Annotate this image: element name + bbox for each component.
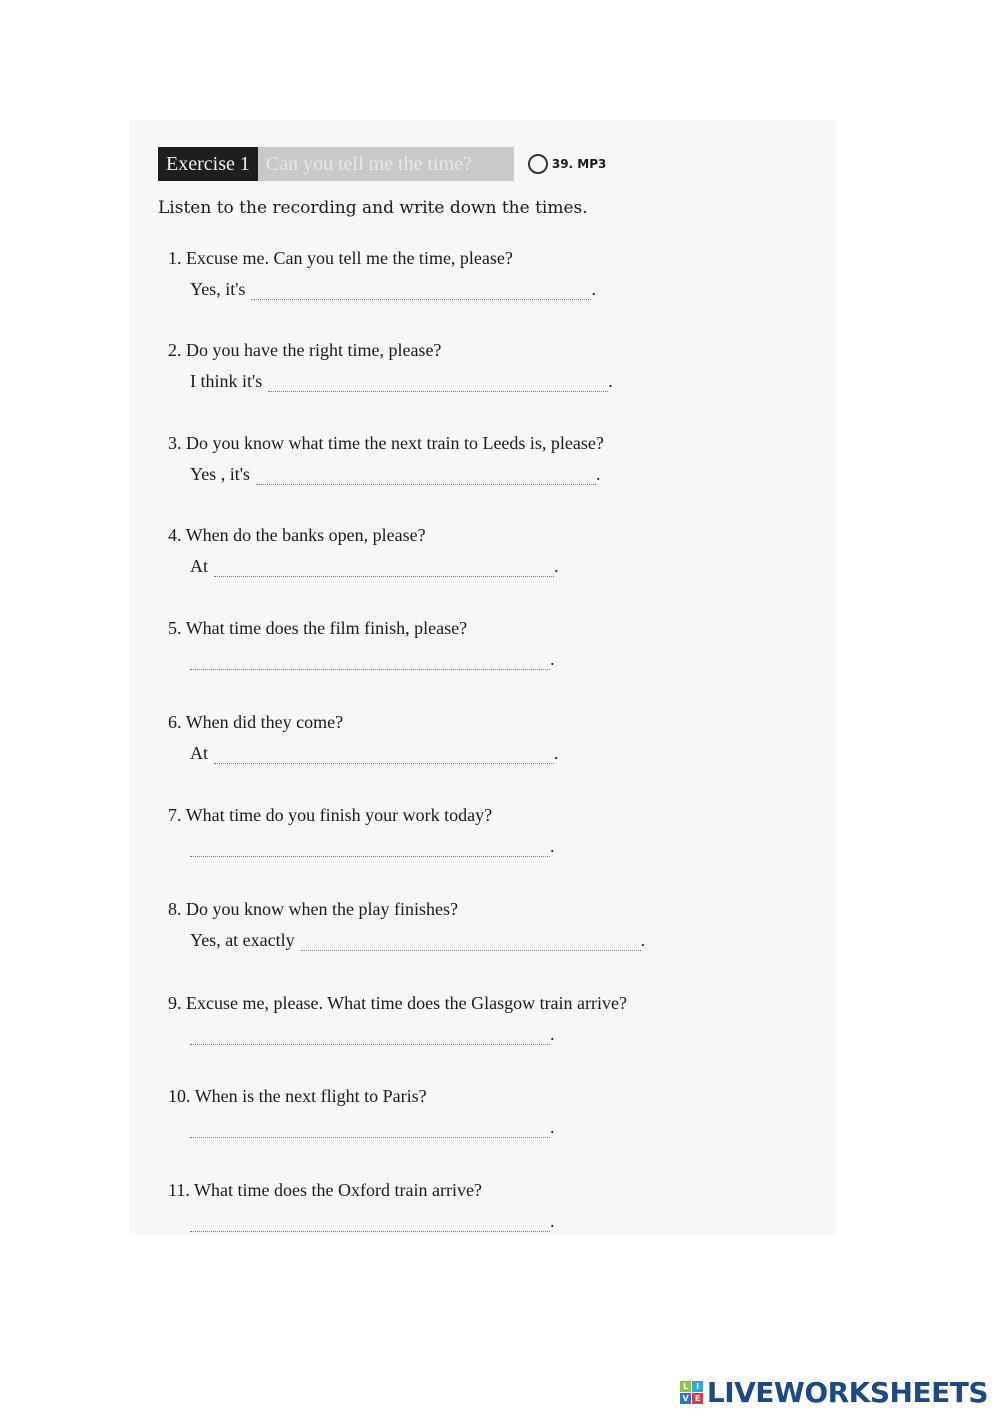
question-item bbox=[168, 712, 559, 764]
answer-row: . bbox=[190, 1024, 627, 1045]
question-text bbox=[168, 248, 596, 269]
logo-block: I bbox=[692, 1381, 703, 1392]
question-item bbox=[168, 805, 555, 857]
question-text bbox=[168, 712, 559, 733]
question-number: 4. bbox=[168, 525, 182, 545]
question-item bbox=[168, 1086, 555, 1138]
question-label: When did they come? bbox=[185, 712, 344, 732]
question-text bbox=[168, 618, 555, 639]
question-label: Do you know when the play finishes? bbox=[186, 899, 458, 919]
question-text bbox=[168, 1180, 555, 1201]
answer-row: . bbox=[190, 649, 555, 670]
answer-row: Yes, it's . bbox=[190, 279, 596, 299]
question-text bbox=[168, 1086, 555, 1107]
question-label: What time does the film finish, please? bbox=[185, 618, 468, 638]
answer-blank[interactable] bbox=[190, 1217, 550, 1232]
audio-track-label: 39. MP3 bbox=[551, 157, 607, 171]
question-number: 6. bbox=[168, 712, 182, 732]
question-number: 11. bbox=[168, 1180, 190, 1200]
answer-blank[interactable] bbox=[268, 377, 608, 392]
answer-prefix: I think it's bbox=[190, 371, 263, 391]
question-item bbox=[168, 1180, 555, 1232]
question-label: Excuse me, please. What time does the Glasgow train arrive? bbox=[186, 993, 628, 1013]
audio-track bbox=[528, 154, 607, 174]
answer-blank[interactable] bbox=[256, 470, 596, 485]
question-text bbox=[168, 340, 613, 361]
logo-block: E bbox=[692, 1393, 703, 1404]
answer-blank[interactable] bbox=[190, 842, 550, 857]
answer-blank[interactable] bbox=[301, 936, 641, 951]
question-label: When is the next flight to Paris? bbox=[194, 1086, 427, 1106]
answer-blank[interactable] bbox=[190, 1123, 550, 1138]
logo-block: V bbox=[680, 1393, 691, 1404]
headphones-icon bbox=[528, 154, 548, 174]
question-label: When do the banks open, please? bbox=[185, 525, 426, 545]
exercise-label: Exercise 1 bbox=[158, 147, 258, 181]
answer-prefix: At bbox=[190, 556, 208, 576]
question-item bbox=[168, 433, 604, 485]
answer-prefix: Yes , it's bbox=[190, 464, 250, 484]
question-text bbox=[168, 899, 645, 920]
instructions: Listen to the recording and write down the times. bbox=[158, 198, 588, 218]
question-number: 3. bbox=[168, 433, 182, 453]
logo-block: L bbox=[680, 1381, 691, 1392]
question-number: 7. bbox=[168, 805, 182, 825]
question-text bbox=[168, 433, 604, 454]
question-text bbox=[168, 993, 627, 1014]
answer-row: At . bbox=[190, 556, 559, 576]
question-number: 2. bbox=[168, 340, 182, 360]
question-number: 9. bbox=[168, 993, 182, 1013]
question-item bbox=[168, 618, 555, 670]
answer-row: Yes, at exactly . bbox=[190, 930, 646, 950]
question-number: 8. bbox=[168, 899, 182, 919]
answer-blank[interactable] bbox=[190, 1030, 550, 1045]
answer-prefix: Yes, it's bbox=[190, 279, 246, 299]
answer-blank[interactable] bbox=[214, 562, 554, 577]
question-number: 1. bbox=[168, 248, 182, 268]
logo-text: LIVEWORKSHEETS bbox=[706, 1376, 988, 1409]
answer-blank[interactable] bbox=[251, 285, 591, 300]
question-item bbox=[168, 993, 627, 1045]
exercise-header bbox=[158, 147, 606, 181]
question-label: Do you have the right time, please? bbox=[186, 340, 442, 360]
question-number: 10. bbox=[168, 1086, 191, 1106]
question-text bbox=[168, 805, 555, 826]
question-label: What time do you finish your work today? bbox=[185, 805, 493, 825]
question-item bbox=[168, 899, 645, 951]
question-number: 5. bbox=[168, 618, 182, 638]
question-item bbox=[168, 248, 596, 300]
answer-blank[interactable] bbox=[190, 655, 550, 670]
answer-row: . bbox=[190, 836, 555, 857]
question-label: Do you know what time the next train to Leeds is, please? bbox=[186, 433, 604, 453]
answer-prefix: At bbox=[190, 743, 208, 763]
question-text bbox=[168, 525, 559, 546]
question-item bbox=[168, 340, 613, 392]
answer-row: Yes , it's . bbox=[190, 464, 601, 484]
logo-blocks-icon bbox=[680, 1381, 703, 1404]
answer-row: . bbox=[190, 1117, 555, 1138]
exercise-title: Can you tell me the time? bbox=[258, 147, 514, 181]
answer-prefix: Yes, at exactly bbox=[190, 930, 295, 950]
question-item bbox=[168, 525, 559, 577]
answer-row: At . bbox=[190, 743, 559, 763]
question-label: Excuse me. Can you tell me the time, please? bbox=[186, 248, 513, 268]
answer-row: . bbox=[190, 1211, 555, 1232]
answer-blank[interactable] bbox=[214, 749, 554, 764]
answer-row: I think it's . bbox=[190, 371, 613, 391]
question-label: What time does the Oxford train arrive? bbox=[194, 1180, 482, 1200]
liveworksheets-logo bbox=[680, 1376, 988, 1409]
